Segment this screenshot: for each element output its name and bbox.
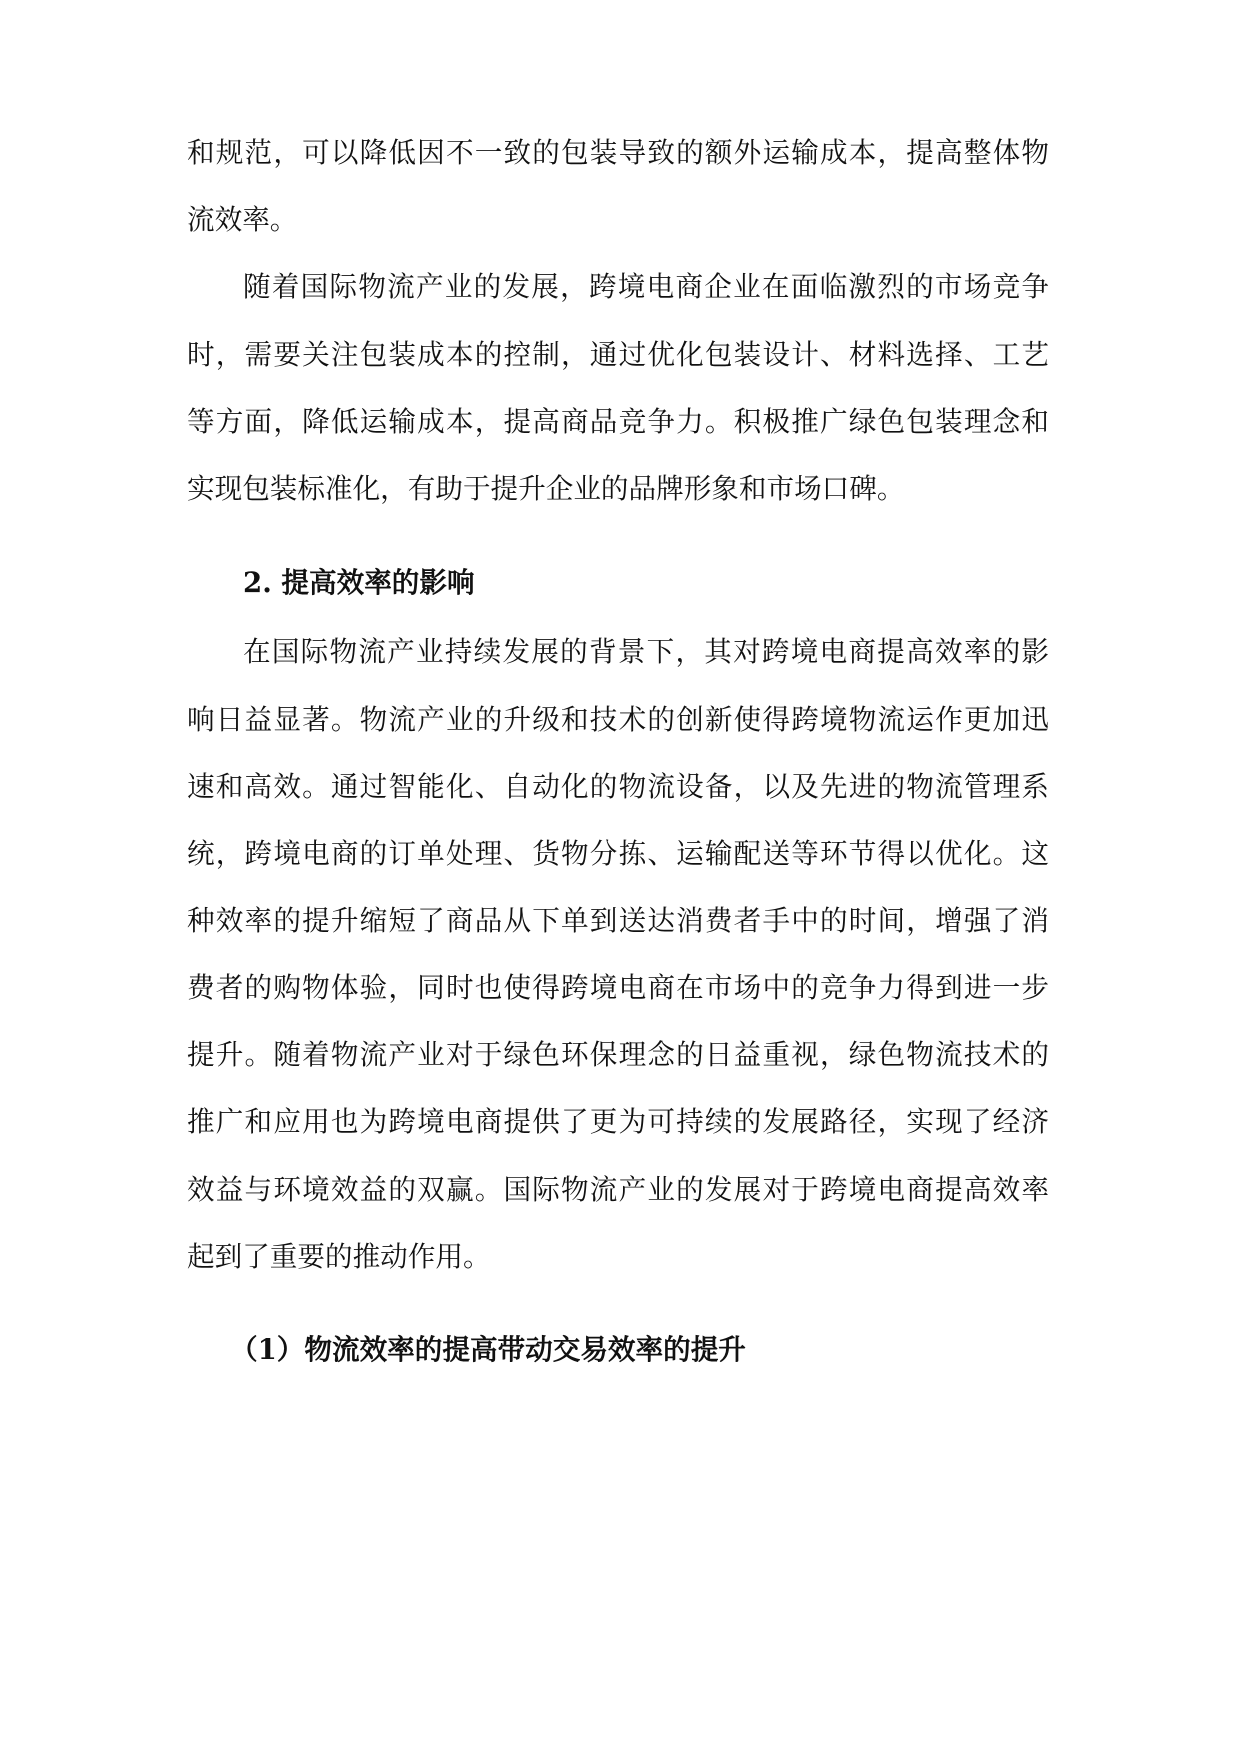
paragraph-line: 速和高效。通过智能化、自动化的物流设备，以及先进的物流管理系 [187,770,1049,803]
paragraph-line: 流效率。 [187,203,298,236]
paragraph-line: 等方面，降低运输成本，提高商品竞争力。积极推广绿色包装理念和 [187,405,1049,438]
subsection-heading: （1）物流效率的提高带动交易效率的提升 [230,1333,746,1366]
paragraph-line: 响日益显著。物流产业的升级和技术的创新使得跨境物流运作更加迅 [187,703,1049,736]
paragraph-line: 和规范，可以降低因不一致的包装导致的额外运输成本，提高整体物 [187,136,1049,169]
paragraph-line: 效益与环境效益的双赢。国际物流产业的发展对于跨境电商提高效率 [187,1173,1049,1206]
paragraph-line: 费者的购物体验，同时也使得跨境电商在市场中的竞争力得到进一步 [187,971,1049,1004]
paragraph-line: 在国际物流产业持续发展的背景下，其对跨境电商提高效率的影 [243,635,1049,668]
paragraph-line: 起到了重要的推动作用。 [187,1240,491,1273]
paragraph-line: 提升。随着物流产业对于绿色环保理念的日益重视，绿色物流技术的 [187,1038,1049,1071]
paragraph-line: 种效率的提升缩短了商品从下单到送达消费者手中的时间，增强了消 [187,904,1049,937]
paragraph-line: 统，跨境电商的订单处理、货物分拣、运输配送等环节得以优化。这 [187,837,1049,870]
section-heading: 2. 提高效率的影响 [243,566,475,599]
paragraph-line: 实现包装标准化，有助于提升企业的品牌形象和市场口碑。 [187,472,905,505]
paragraph-line: 推广和应用也为跨境电商提供了更为可持续的发展路径，实现了经济 [187,1105,1049,1138]
paragraph-line: 时，需要关注包装成本的控制，通过优化包装设计、材料选择、工艺 [187,338,1049,371]
paragraph-line: 随着国际物流产业的发展，跨境电商企业在面临激烈的市场竞争 [243,270,1049,303]
